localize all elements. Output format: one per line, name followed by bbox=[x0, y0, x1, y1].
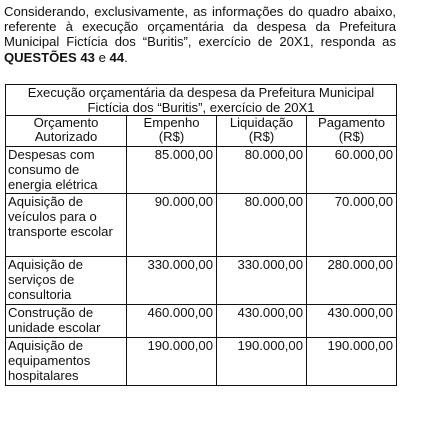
table-row bbox=[6, 147, 397, 194]
row-label: Aquisição de veículos para o transporte escolar bbox=[6, 194, 127, 257]
header-row bbox=[6, 116, 397, 147]
liquidacao-value: 190.000,00 bbox=[217, 338, 307, 386]
row-label: Aquisição de equipamentos hospitalares bbox=[6, 338, 127, 386]
empenho-value: 85.000,00 bbox=[127, 147, 217, 194]
pagamento-value: 430.000,00 bbox=[307, 305, 397, 338]
table-row bbox=[6, 257, 397, 305]
liquidacao-value: 80.000,00 bbox=[217, 147, 307, 194]
header-pagamento: Pagamento (R$) bbox=[307, 116, 397, 147]
table-row bbox=[6, 194, 397, 257]
table-row bbox=[6, 305, 397, 338]
liquidacao-value: 330.000,00 bbox=[217, 257, 307, 305]
question-intro bbox=[4, 4, 396, 65]
row-label: Aquisição de serviços de consultoria bbox=[6, 257, 127, 305]
table-row bbox=[6, 338, 397, 386]
table-caption: Execução orçamentária da despesa da Prefeitura Municipal Fictícia dos “Buritis”, exercício de 20X1 bbox=[6, 85, 397, 116]
pagamento-value: 70.000,00 bbox=[307, 194, 397, 257]
liquidacao-value: 80.000,00 bbox=[217, 194, 307, 257]
empenho-value: 330.000,00 bbox=[127, 257, 217, 305]
questions-label: QUESTÕES 43 bbox=[4, 49, 95, 65]
row-label: Despesas com consumo de energia elétrica bbox=[6, 147, 127, 194]
empenho-value: 190.000,00 bbox=[127, 338, 217, 386]
row-label: Construção de unidade escolar bbox=[6, 305, 127, 338]
intro-end: . bbox=[124, 49, 128, 65]
intro-text: Considerando, exclusivamente, as informações do quadro abaixo, referente à execução orçamentária da despesa da Prefeitura Municipal Fictícia dos “Buritis”, exercício de 20X1, responda as bbox=[4, 4, 396, 50]
header-liquidacao: Liquidação (R$) bbox=[217, 116, 307, 147]
pagamento-value: 60.000,00 bbox=[307, 147, 397, 194]
liquidacao-value: 430.000,00 bbox=[217, 305, 307, 338]
intro-conjunction: e bbox=[94, 49, 110, 65]
empenho-value: 460.000,00 bbox=[127, 305, 217, 338]
budget-execution-table bbox=[5, 84, 397, 386]
header-orcamento: Orçamento Autorizado bbox=[6, 116, 127, 147]
empenho-value: 90.000,00 bbox=[127, 194, 217, 257]
question-last: 44 bbox=[109, 49, 125, 65]
pagamento-value: 190.000,00 bbox=[307, 338, 397, 386]
pagamento-value: 280.000,00 bbox=[307, 257, 397, 305]
header-empenho: Empenho (R$) bbox=[127, 116, 217, 147]
